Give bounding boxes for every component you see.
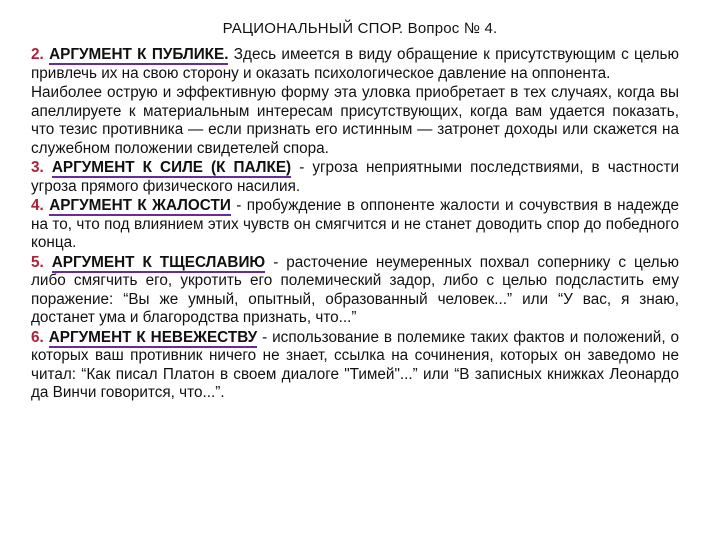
item-text: - пробуждение в оппоненте жалости и сочувствия в надежде на то, что под влиянием этих чувств он смягчится и не станет доводить спор до победного конца. <box>31 197 680 251</box>
item-text: Наиболее острую и эффективную форму эта уловка приобретает в тех случаях, когда вы апеллируете к материальным интересам присутствующих, когда вам удается показать, что тезис противника — если признать его истинным — затронет доходы или скажется на служебном положении свидетелей спора. <box>31 84 679 157</box>
item-term: АРГУМЕНТ К ТЩЕСЛАВИЮ <box>51 253 266 271</box>
paragraph-explanation <box>31 84 679 158</box>
item-text: - угроза неприятными последствиями, в частности угроза прямого физического насилия. <box>31 159 679 195</box>
item-text: - расточение неумеренных похвал сопернику с целью либо смягчить его, укротить его полемический задор, либо с целью подсластить ему поражение: “Вы же умный, опытный, образованный человек...” или “У вас, я знаю, достанет ума и благородства признать, что...” <box>31 253 680 326</box>
item-argument-to-force <box>31 159 679 196</box>
item-number: 5. <box>31 253 44 271</box>
item-term: АРГУМЕНТ К ПУБЛИКЕ. <box>49 46 229 63</box>
item-number: 4. <box>31 197 44 214</box>
item-term: АРГУМЕНТ К НЕВЕЖЕСТВУ <box>48 328 258 346</box>
item-argument-to-vanity <box>31 254 679 328</box>
item-term: АРГУМЕНТ К ЖАЛОСТИ <box>49 197 231 214</box>
item-argument-to-pity <box>31 197 679 253</box>
item-text: Здесь имеется в виду обращение к присутствующим с целью привлечь их на свою сторону и оказать психологическое давление на оппонента. <box>31 46 679 82</box>
item-argument-to-public <box>31 46 679 83</box>
slide-content <box>31 46 679 404</box>
item-text: - использование в полемике таких фактов и положений, о которых ваш противник ничего не знает, ссылка на сочинения, которых он заведомо не читал: “Как писал Платон в своем диалоге "Тимей"...” или “В записных книжках Леонардо да Винчи говорится, что...”. <box>31 328 680 401</box>
item-term: АРГУМЕНТ К СИЛЕ (К ПАЛКЕ) <box>51 159 292 176</box>
slide-title: РАЦИОНАЛЬНЫЙ СПОР. Вопрос № 4. <box>222 20 498 37</box>
item-number: 2. <box>31 46 44 63</box>
item-argument-to-ignorance <box>31 329 679 403</box>
item-number: 6. <box>31 328 44 346</box>
item-number: 3. <box>31 159 44 176</box>
